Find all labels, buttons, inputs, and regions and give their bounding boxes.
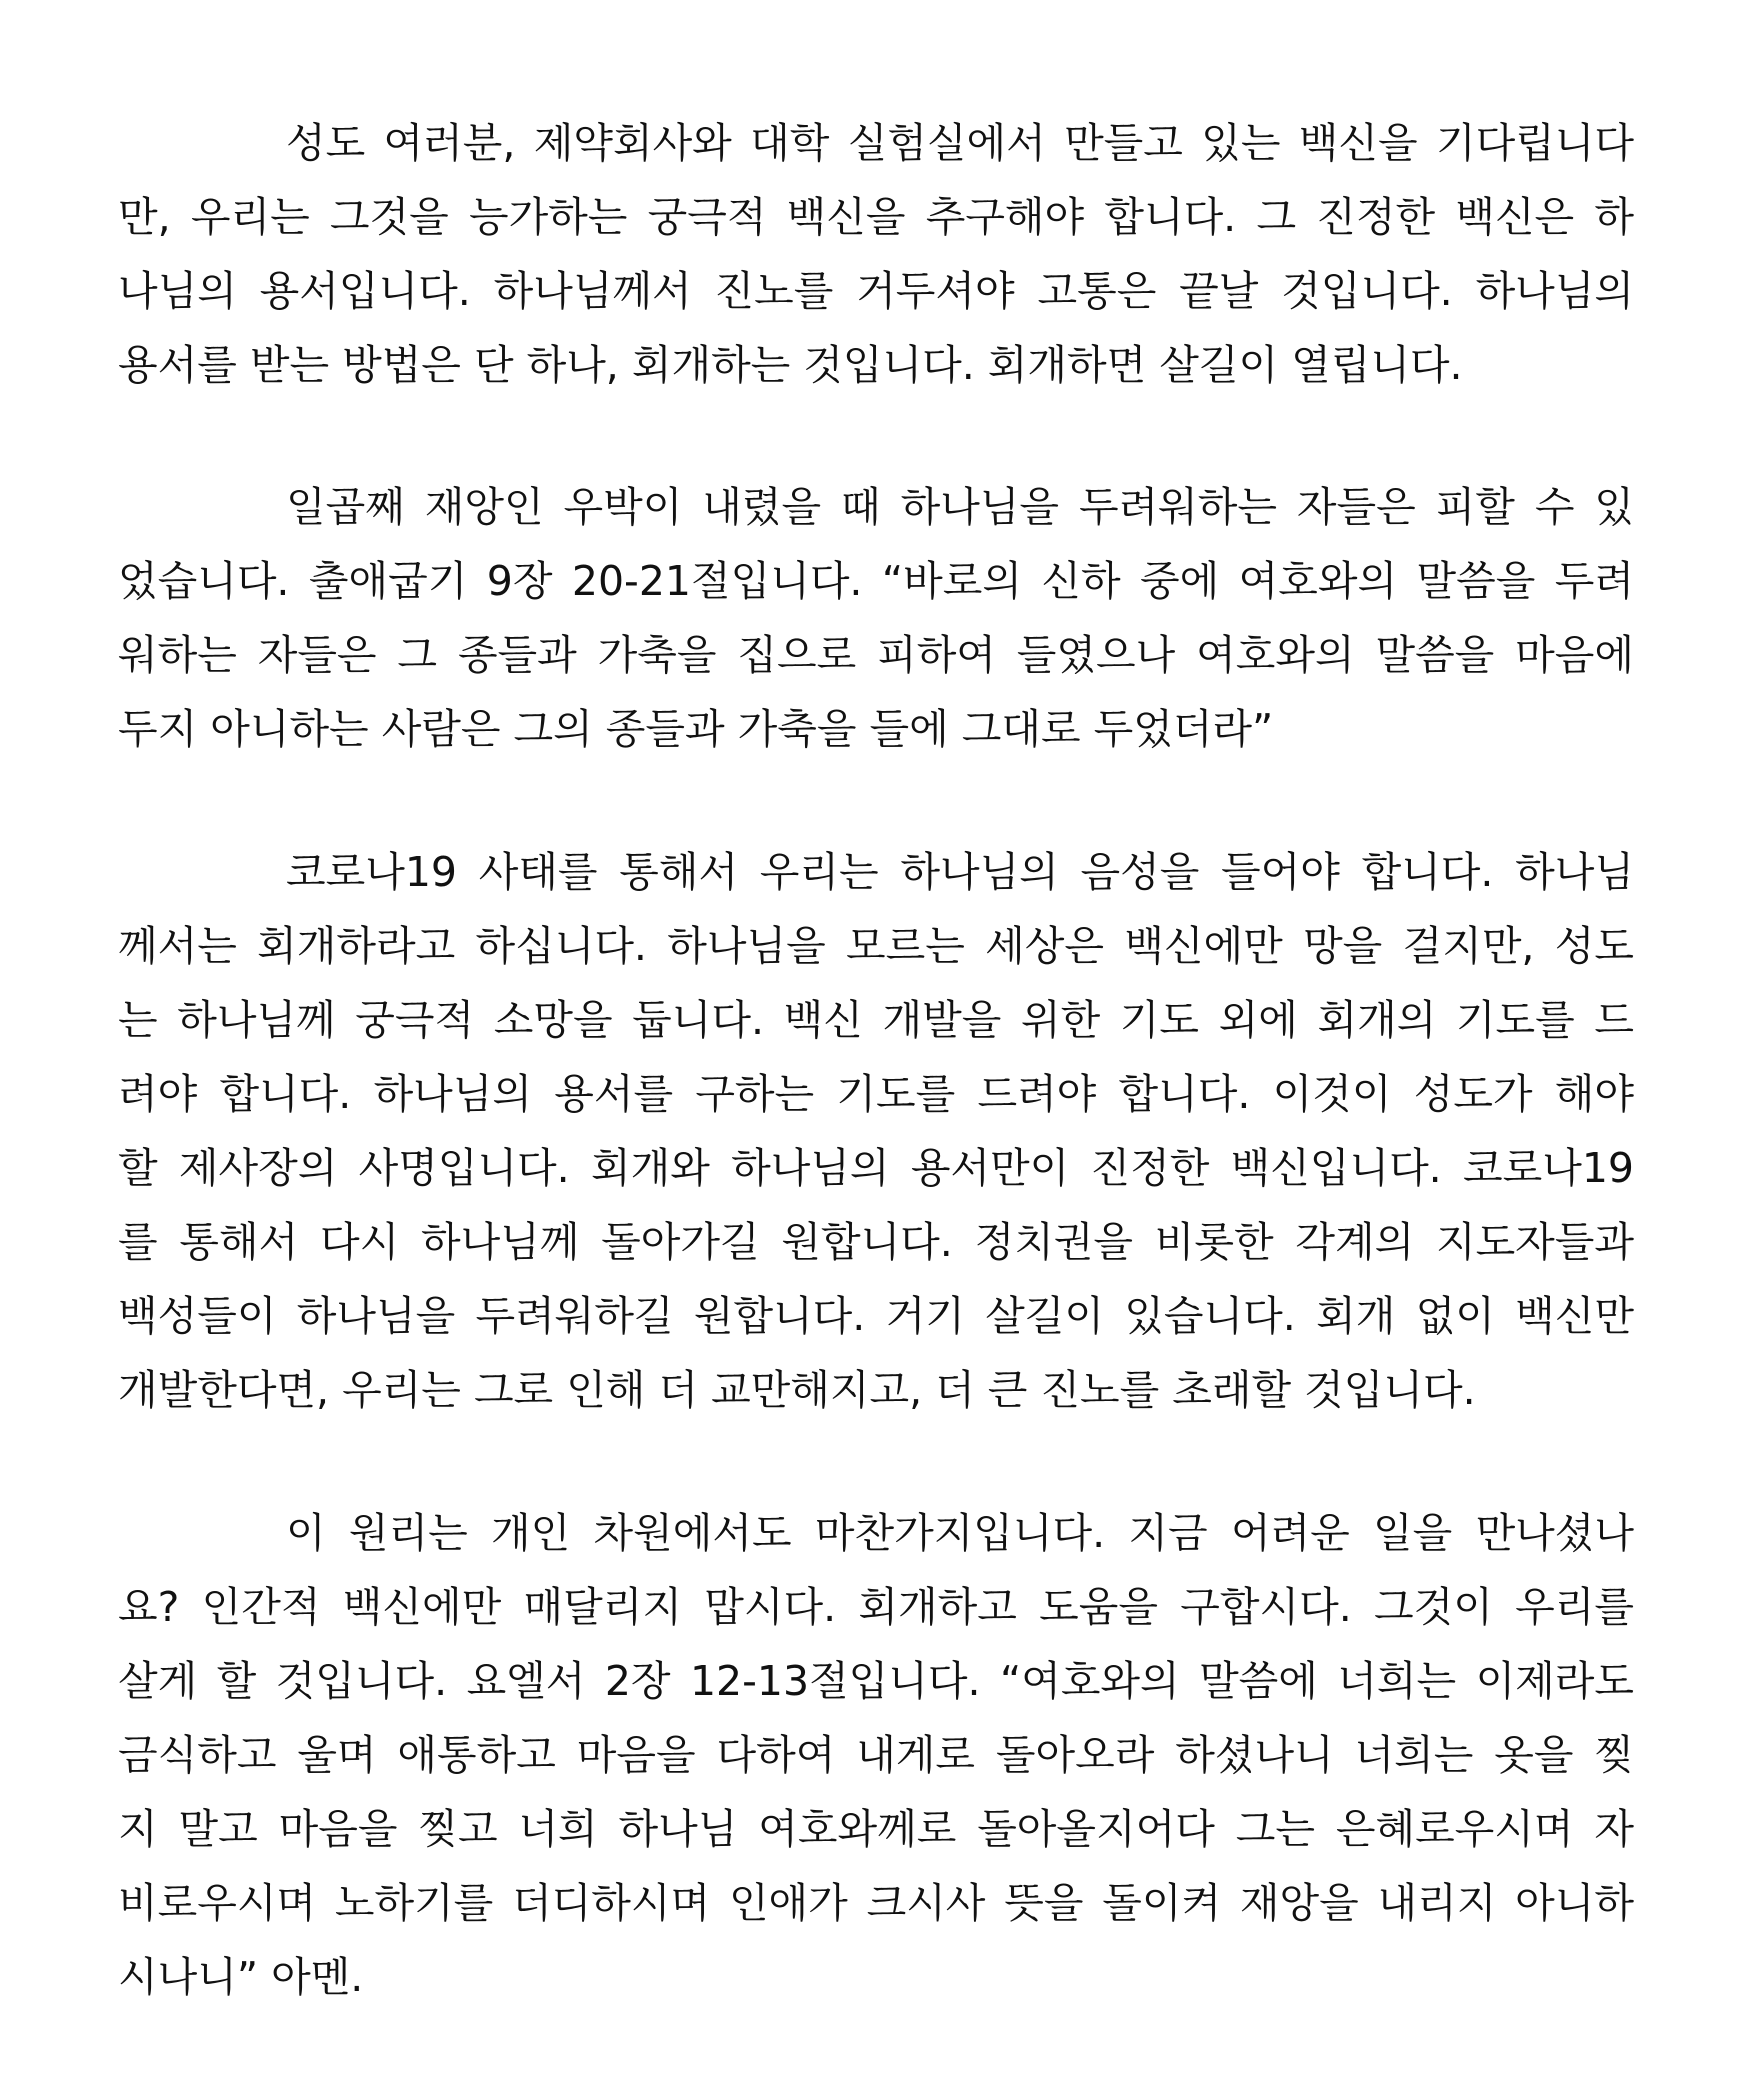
text-line: 백성들이 하나님을 두려워하길 원합니다. 거기 살길이 있습니다. 회개 없이 백신만 <box>118 1292 1634 1340</box>
text-line: 두지 아니하는 사람은 그의 종들과 가축을 들에 그대로 두었더라” <box>118 705 1274 753</box>
text-line: 일곱째 재앙인 우박이 내렸을 때 하나님을 두려워하는 자들은 피할 수 있 <box>286 483 1634 531</box>
text-line: 살게 할 것입니다. 요엘서 2장 12-13절입니다. “여호와의 말씀에 너희는 이제라도 <box>118 1657 1634 1705</box>
text-line: 금식하고 울며 애통하고 마음을 다하여 내게로 돌아오라 하셨나니 너희는 옷을 찢 <box>118 1731 1634 1779</box>
text-line: 요? 인간적 백신에만 매달리지 맙시다. 회개하고 도움을 구합시다. 그것이 우리를 <box>118 1583 1634 1631</box>
text-line: 성도 여러분, 제약회사와 대학 실험실에서 만들고 있는 백신을 기다립니다 <box>286 119 1634 167</box>
paragraph-vaccine-forgiveness <box>118 106 1634 402</box>
text-line: 코로나19 사태를 통해서 우리는 하나님의 음성을 들어야 합니다. 하나님 <box>286 848 1634 896</box>
text-line: 비로우시며 노하기를 더디하시며 인애가 크시사 뜻을 돌이켜 재앙을 내리지 아니하 <box>118 1879 1634 1927</box>
text-line: 용서를 받는 방법은 단 하나, 회개하는 것입니다. 회개하면 살길이 열립니다. <box>118 341 1463 389</box>
text-line: 었습니다. 출애굽기 9장 20-21절입니다. “바로의 신하 중에 여호와의 말씀을 두려 <box>118 557 1634 605</box>
text-line: 워하는 자들은 그 종들과 가축을 집으로 피하여 들였으나 여호와의 말씀을 마음에 <box>118 631 1634 679</box>
text-line: 는 하나님께 궁극적 소망을 둡니다. 백신 개발을 위한 기도 외에 회개의 기도를 드 <box>118 996 1634 1044</box>
text-line: 께서는 회개하라고 하십니다. 하나님을 모르는 세상은 백신에만 망을 걸지만, 성도 <box>118 922 1634 970</box>
text-line: 나님의 용서입니다. 하나님께서 진노를 거두셔야 고통은 끝날 것입니다. 하나님의 <box>118 267 1634 315</box>
text-line: 를 통해서 다시 하나님께 돌아가길 원합니다. 정치권을 비롯한 각계의 지도자들과 <box>118 1218 1634 1266</box>
text-line: 이 원리는 개인 차원에서도 마찬가지입니다. 지금 어려운 일을 만나셨나 <box>286 1509 1634 1557</box>
paragraph-covid19-repentance <box>118 835 1634 1427</box>
paragraph-personal-application <box>118 1496 1634 2014</box>
paragraph-seventh-plague <box>118 470 1634 766</box>
text-line: 시나니” 아멘. <box>118 1953 364 2001</box>
text-line: 려야 합니다. 하나님의 용서를 구하는 기도를 드려야 합니다. 이것이 성도가 해야 <box>118 1070 1634 1118</box>
text-line: 할 제사장의 사명입니다. 회개와 하나님의 용서만이 진정한 백신입니다. 코로나19 <box>118 1144 1634 1192</box>
text-line: 만, 우리는 그것을 능가하는 궁극적 백신을 추구해야 합니다. 그 진정한 백신은 하 <box>118 193 1634 241</box>
text-line: 개발한다면, 우리는 그로 인해 더 교만해지고, 더 큰 진노를 초래할 것입니다. <box>118 1366 1476 1414</box>
text-line: 지 말고 마음을 찢고 너희 하나님 여호와께로 돌아올지어다 그는 은혜로우시며 자 <box>118 1805 1634 1853</box>
